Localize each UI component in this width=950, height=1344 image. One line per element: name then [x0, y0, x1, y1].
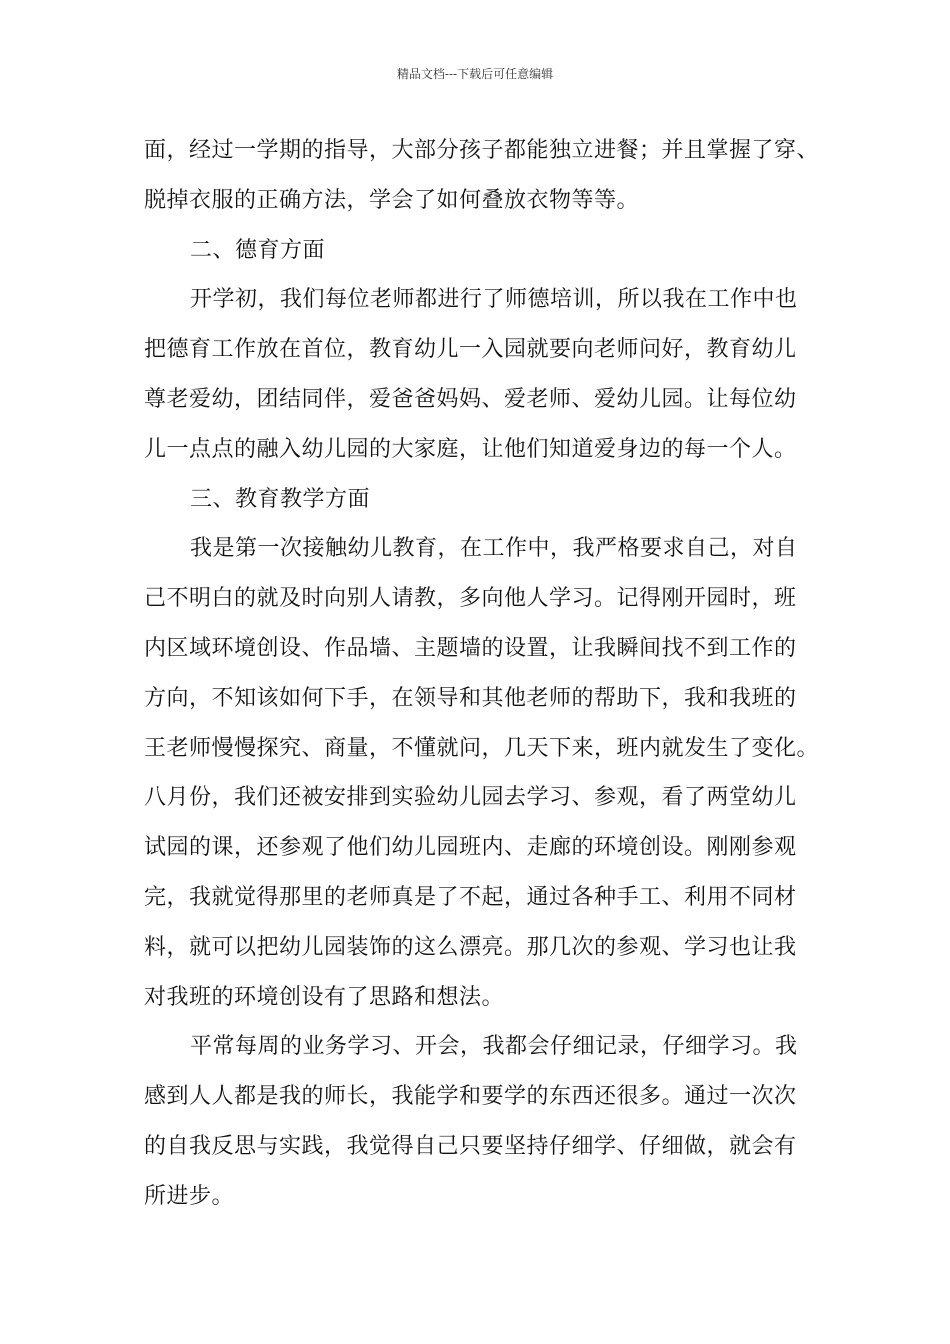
text-line: 把德育工作放在首位，教育幼儿一入园就要向老师问好，教育幼儿	[144, 337, 797, 363]
text-line: 平常每周的业务学习、开会，我都会仔细记录，仔细学习。我	[190, 1034, 798, 1060]
text-line: 己不明白的就及时向别人请教，多向他人学习。记得刚开园时，班	[144, 586, 797, 612]
text-line: 内区域环境创设、作品墙、主题墙的设置，让我瞬间找不到工作的	[144, 635, 797, 661]
text-line: 面，经过一学期的指导，大部分孩子都能独立进餐；并且掌握了穿、	[144, 138, 820, 163]
text-line: 料，就可以把幼儿园装饰的这么漂亮。那几次的参观、学习也让我	[144, 934, 797, 960]
text-line: 脱掉衣服的正确方法，学会了如何叠放衣物等等。	[144, 187, 640, 213]
section-heading: 三、教育教学方面	[190, 486, 371, 512]
text-line: 的自我反思与实践，我觉得自己只要坚持仔细学、仔细做，就会有	[144, 1133, 797, 1159]
text-line: 对我班的环境创设有了思路和想法。	[144, 984, 505, 1010]
text-line: 感到人人都是我的师长，我能学和要学的东西还很多。通过一次次	[144, 1084, 797, 1110]
text-line: 尊老爱幼，团结同伴，爱爸爸妈妈、爱老师、爱幼儿园。让每位幼	[144, 386, 797, 412]
document-body	[144, 126, 820, 1222]
text-line: 完，我就觉得那里的老师真是了不起，通过各种手工、利用不同材	[144, 884, 797, 910]
text-line: 儿一点点的融入幼儿园的大家庭，让他们知道爱身边的每一个人。	[144, 436, 797, 462]
text-line: 八月份，我们还被安排到实验幼儿园去学习、参观，看了两堂幼儿	[144, 785, 797, 811]
page-header: 精品文档---下载后可任意编辑	[396, 67, 554, 81]
text-line: 开学初，我们每位老师都进行了师德培训，所以我在工作中也	[190, 287, 798, 313]
text-line: 我是第一次接触幼儿教育，在工作中，我严格要求自己，对自	[190, 536, 798, 562]
text-line: 试园的课，还参观了他们幼儿园班内、走廊的环境创设。刚刚参观	[144, 835, 797, 861]
section-heading: 二、德育方面	[190, 237, 326, 263]
text-line: 王老师慢慢探究、商量，不懂就问，几天下来，班内就发生了变化。	[144, 735, 820, 761]
text-line: 所进步。	[144, 1183, 235, 1209]
text-line: 方向，不知该如何下手，在领导和其他老师的帮助下，我和我班的	[144, 685, 797, 711]
